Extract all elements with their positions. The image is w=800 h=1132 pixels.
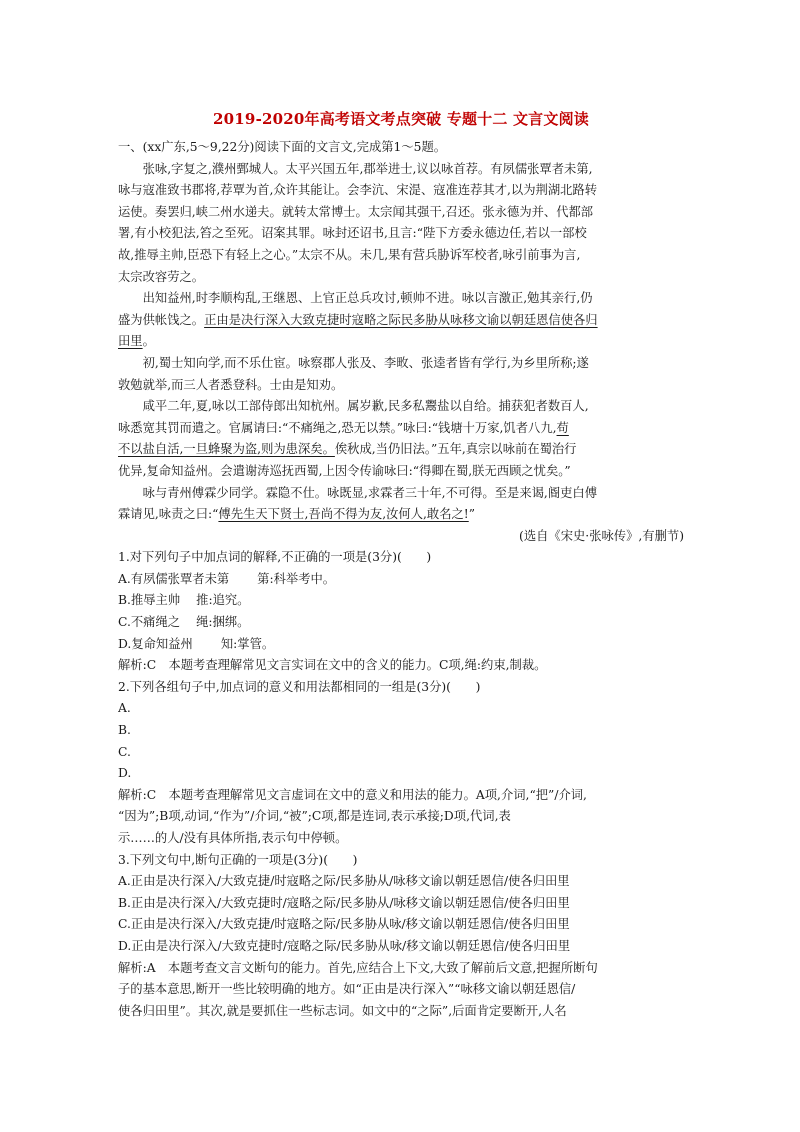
passage-line: 咏与寇准致书郡将,荐覃为首,众许其能让。会李沆、宋湜、寇准连荐其才,以为荆湖北路转: [118, 183, 598, 198]
option-text: B.推辱主帅: [118, 593, 181, 608]
passage-line: 故,推辱主帅,臣恐下有轻上之心。”太宗不从。未几,果有营兵胁诉军校者,咏引前事为言,: [118, 247, 581, 262]
passage-line: 太宗改容劳之。: [118, 269, 205, 284]
underlined-sentence: 苟: [556, 420, 569, 435]
passage-line: [118, 331, 684, 353]
passage-line: 出知益州,时李顺构乱,王继恩、上官正总兵攻讨,顿帅不进。咏以言激正,勉其亲行,仍: [142, 291, 593, 306]
passage-text: ”: [468, 507, 476, 522]
section-intro: 一、(xx广东,5～9,22分)阅读下面的文言文,完成第1～5题。: [118, 140, 447, 154]
question-option: [118, 590, 684, 612]
underlined-sentence: 不以盐自活,一旦蜂聚为盗,则为患深矣。: [118, 442, 335, 457]
question-option: C.正由是决行深入/大致克捷/时寇略之际/民多胁从咏/移文谕以朝廷恩信/使各归田里: [118, 917, 570, 932]
passage-text: 俟秋成,当仍旧法。”五年,真宗以咏前在蜀治行: [334, 442, 577, 457]
passage-line: 敦勉就举,而三人者悉登科。士由是知劝。: [118, 377, 344, 392]
answer-analysis: 解析:C 本题考查理解常见文言实词在文中的含义的能力。C项,绳:约束,制裁。: [118, 658, 547, 673]
question-option: D.: [118, 766, 132, 781]
passage-text: 盛为供帐饯之。: [118, 312, 205, 327]
answer-analysis: 使各归田里”。其次,就是要抓住一些标志词。如文中的“之际”,后面肯定要断开,人名: [118, 1003, 567, 1018]
option-text: D.复命知益州: [118, 636, 193, 651]
underlined-sentence: 傅先生天下贤士,吾尚不得为友,汝何人,敢名之!: [218, 507, 469, 522]
passage-line: [118, 310, 684, 332]
question-stem: 2.下列各组句子中,加点词的意义和用法都相同的一组是(3分)( ): [118, 679, 481, 694]
passage-text: 咏悉宽其罚而遣之。官属请曰:“不痛绳之,恐无以禁。”咏曰:“钱塘十万家,饥者八九,: [118, 420, 557, 435]
passage-line: 咏与青州傅霖少同学。霖隐不仕。咏既显,求霖者三十年,不可得。至是来谒,阍吏白傅: [142, 485, 598, 500]
passage-line: 咸平二年,夏,咏以工部侍郎出知杭州。属岁歉,民多私鬻盐以自给。捕获犯者数百人,: [142, 399, 589, 414]
underlined-sentence: 正由是决行深入大致克捷时寇略之际民多胁从咏移文谕以朝廷恩信使各归: [204, 312, 598, 327]
option-text: C.不痛绳之: [118, 615, 181, 630]
passage-text: 。: [142, 334, 155, 349]
question-stem: 1.对下列句子中加点词的解释,不正确的一项是(3分)( ): [118, 550, 432, 565]
passage-line: 署,有小校犯法,笞之至死。诏案其罪。咏封还诏书,且言:“陛下方委永德边任,若以一部校: [118, 226, 587, 241]
document-title: 2019-2020年高考语文考点突破 专题十二 文言文阅读: [213, 110, 589, 128]
answer-analysis: 解析:A 本题考查文言文断句的能力。首先,应结合上下文,大致了解前后文意,把握所断句: [118, 960, 598, 975]
question-option: [118, 569, 684, 591]
question-option: A.: [118, 701, 131, 716]
question-option: D.正由是决行深入/大致克捷时/寇略之际/民多胁从咏/移文谕以朝廷恩信/使各归田里: [118, 938, 571, 953]
option-text: A.有夙儒张覃者未第: [118, 571, 230, 586]
option-gloss: 推:追究。: [196, 593, 250, 608]
answer-analysis: 解析:C 本题考查理解常见文言虚词在文中的意义和用法的能力。A项,介词,“把”/介词,: [118, 787, 587, 802]
option-gloss: 第:科举考中。: [257, 571, 336, 586]
option-gloss: 知:掌管。: [220, 636, 275, 651]
answer-analysis: “因为”;B项,动词,“作为”/介词,“被”;C项,都是连词,表示承接;D项,代词,表: [118, 809, 511, 824]
passage-line: 张咏,字复之,濮州鄄城人。太平兴国五年,郡举进士,议以咏首荐。有夙儒张覃者未第,: [142, 161, 593, 176]
passage-source: (选自《宋史·张咏传》,有删节): [519, 528, 684, 543]
answer-analysis: 示……的人/没有具体所指,表示句中停顿。: [118, 831, 348, 845]
document-page: [118, 108, 684, 1022]
passage-line: 优异,复命知益州。会遣谢涛巡抚西蜀,上因令传谕咏曰:“得卿在蜀,朕无西顾之忧矣。”: [118, 463, 571, 478]
question-option: B.正由是决行深入/大致克捷时/寇略之际/民多胁从/咏移文谕以朝廷恩信/使各归田里: [118, 895, 570, 910]
passage-line: 运使。奏罢归,峡二州水递夫。就转太常博士。太宗闻其强干,召还。张永德为并、代都部: [118, 204, 594, 219]
answer-analysis: 子的基本意思,断开一些比较明确的地方。如“正由是决行深入”“咏移文谕以朝廷恩信/: [118, 982, 576, 997]
question-option: C.: [118, 744, 131, 759]
passage-line: [118, 504, 684, 526]
passage-text: 霖请见,咏责之曰:“: [118, 507, 219, 522]
question-option: A.正由是决行深入/大致克捷/时寇略之际/民多胁从/咏移文谕以朝廷恩信/使各归田里: [118, 874, 570, 889]
option-gloss: 绳:捆绑。: [196, 615, 250, 630]
passage-line: [118, 439, 684, 461]
passage-line: 初,蜀士知向学,而不乐仕宦。咏察郡人张及、李畋、张逵者皆有学行,为乡里所称;遂: [142, 355, 589, 370]
question-stem: 3.下列文句中,断句正确的一项是(3分)( ): [118, 852, 358, 867]
question-option: B.: [118, 723, 131, 738]
passage-line: [118, 418, 684, 440]
question-option: [118, 612, 684, 634]
underlined-sentence: 田里: [118, 334, 143, 349]
question-option: [118, 634, 684, 656]
